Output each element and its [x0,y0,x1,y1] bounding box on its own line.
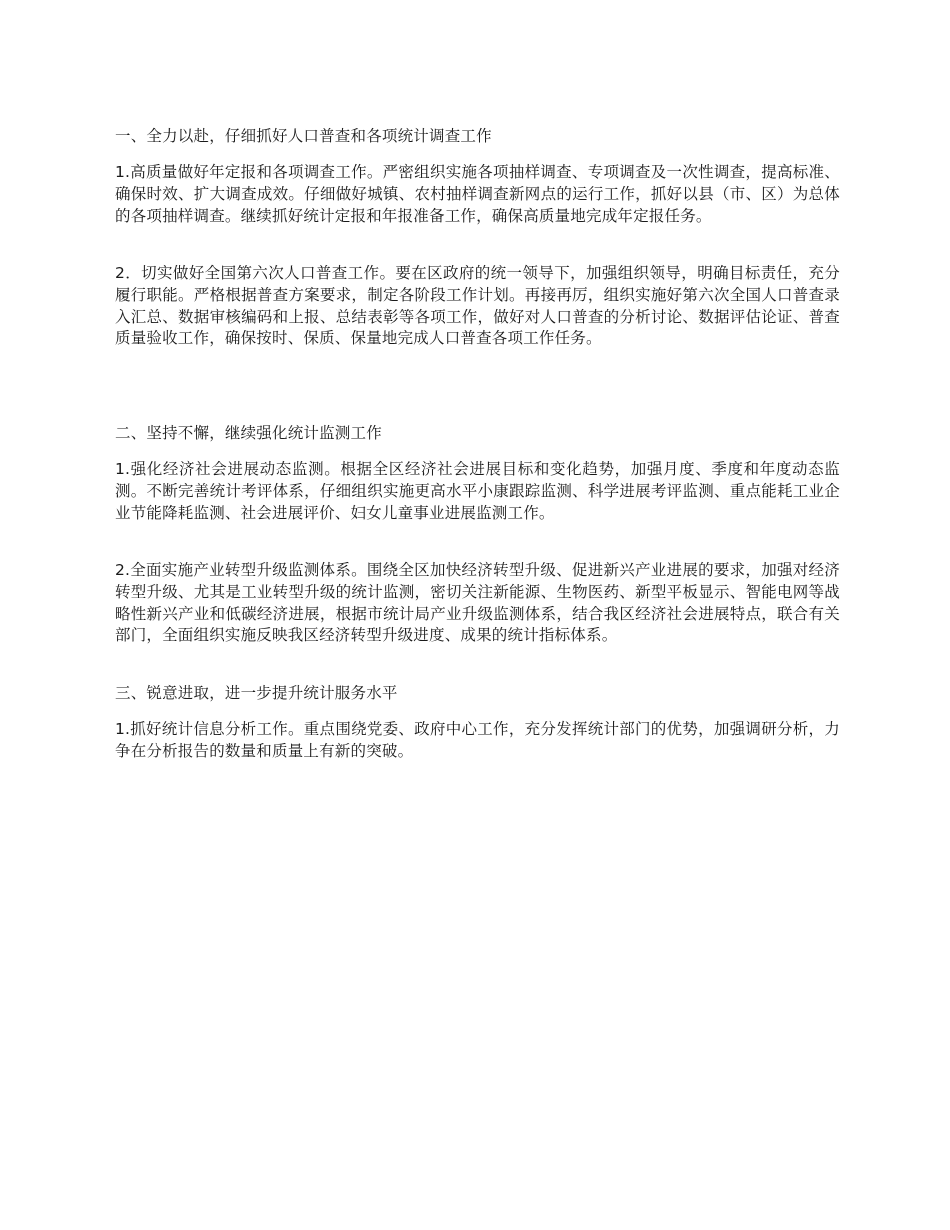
section-3-paragraph-1: 1.抓好统计信息分析工作。重点围绕党委、政府中心工作，充分发挥统计部门的优势，加强调研分析，力争在分析报告的数量和质量上有新的突破。 [115,720,840,760]
section-2-heading: 二、坚持不懈，继续强化统计监测工作 [115,424,382,442]
section-2-paragraph-2: 2.全面实施产业转型升级监测体系。围绕全区加快经济转型升级、促进新兴产业进展的要求，加强对经济转型升级、尤其是工业转型升级的统计监测，密切关注新能源、生物医药、新型平板显示、智能电网等战略性新兴产业和低碳经济进展，根据市统计局产业升级监测体系，结合我区经济社会进展特点，联合有关部门，全面组织实施反映我区经济转型升级进度、成果的统计指标体系。 [115,561,840,645]
section-1-paragraph-1: 1.高质量做好年定报和各项调查工作。严密组织实施各项抽样调查、专项调查及一次性调查，提高标准、确保时效、扩大调查成效。仔细做好城镇、农村抽样调查新网点的运行工作，抓好以县（市、区）为总体的各项抽样调查。继续抓好统计定报和年报准备工作，确保高质量地完成年定报任务。 [115,163,840,225]
section-1-heading: 一、全力以赴，仔细抓好人口普查和各项统计调查工作 [115,127,492,145]
section-3-heading: 三、锐意进取，进一步提升统计服务水平 [115,684,398,702]
section-1-paragraph-2: 2．切实做好全国第六次人口普查工作。要在区政府的统一领导下，加强组织领导，明确目标责任，充分履行职能。严格根据普查方案要求，制定各阶段工作计划。再接再厉，组织实施好第六次全国人口普查录入汇总、数据审核编码和上报、总结表彰等各项工作，做好对人口普查的分析讨论、数据评估论证、普查质量验收工作，确保按时、保质、保量地完成人口普查各项工作任务。 [115,264,840,348]
section-2-paragraph-1: 1.强化经济社会进展动态监测。根据全区经济社会进展目标和变化趋势，加强月度、季度和年度动态监测。不断完善统计考评体系，仔细组织实施更高水平小康跟踪监测、科学进展考评监测、重点能耗工业企业节能降耗监测、社会进展评价、妇女儿童事业进展监测工作。 [115,460,840,522]
